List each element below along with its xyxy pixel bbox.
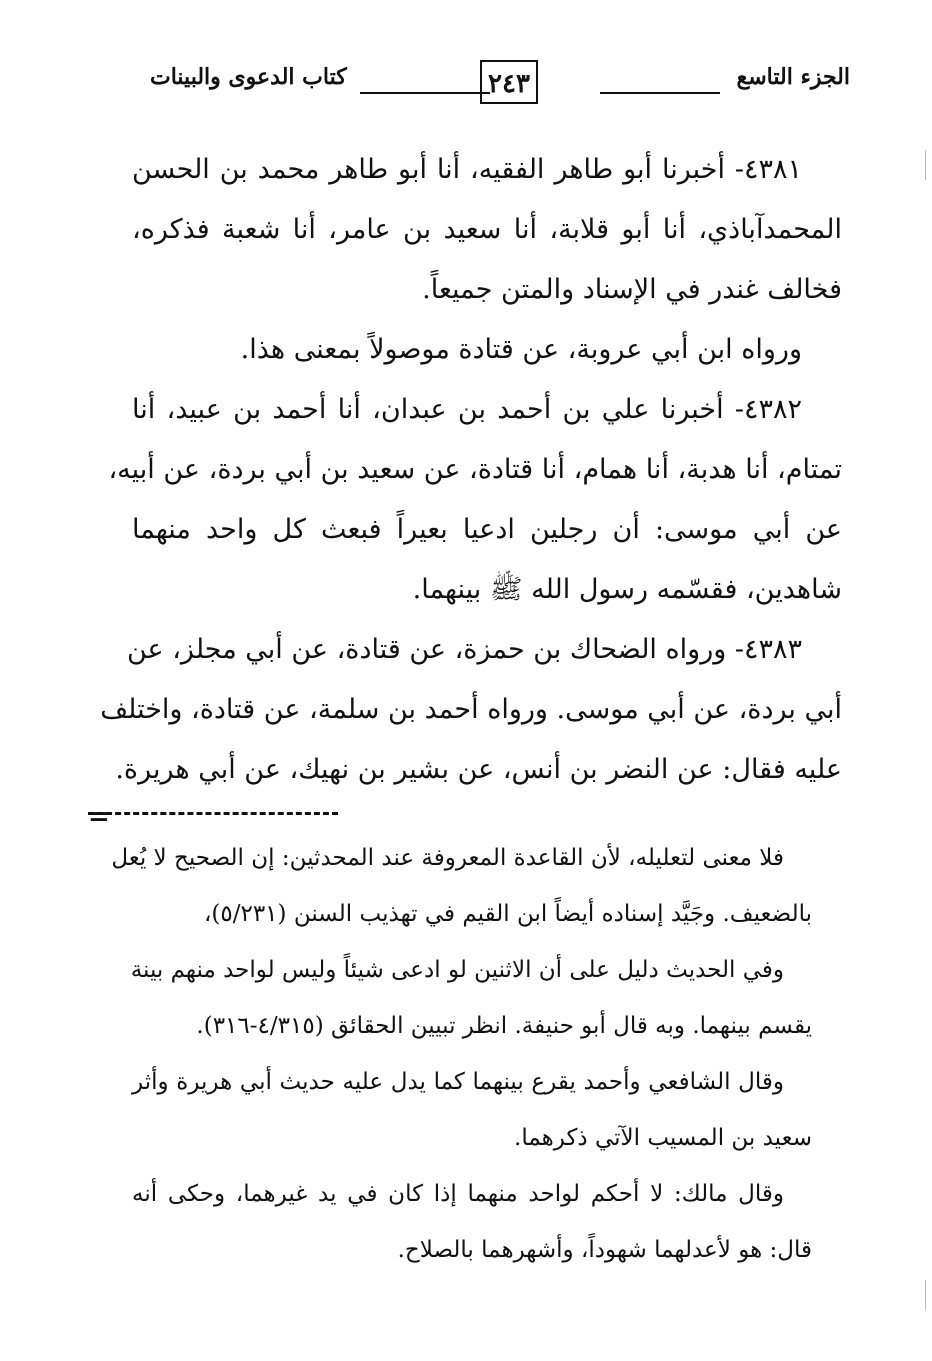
footnote-continuation-marker: = [88, 802, 110, 832]
running-header [140, 60, 850, 110]
header-rule-right [600, 92, 720, 94]
text-line: فخالف غندر في الإسناد والمتن جميعاً. [422, 274, 842, 305]
footnote-separator [88, 812, 338, 815]
text-line: شاهدين، فقسّمه رسول الله ﷺ بينهما. [412, 574, 842, 605]
text-line: ورواه ابن أبي عروبة، عن قتادة موصولاً بمعنى هذا. [240, 334, 802, 365]
text-line: تمتام، أنا هدبة، أنا همام، أنا قتادة، عن سعيد بن أبي بردة، عن أبيه، [108, 454, 842, 485]
book-title: كتاب الدعوى والبينات [150, 64, 347, 90]
footnote-line: سعيد بن المسيب الآتي ذكرهما. [514, 1125, 812, 1151]
volume-label: الجزء التاسع [736, 64, 850, 90]
margin-mark [925, 1280, 926, 1310]
footnote-line: قال: هو لأعدلهما شهوداً، وأشهرهما بالصلاح. [397, 1237, 812, 1263]
footnote-line: فلا معنى لتعليله، لأن القاعدة المعروفة عند المحدثين: إن الصحيح لا يُعل [111, 845, 784, 871]
text-line: عن أبي موسى: أن رجلين ادعيا بعيراً فبعث كل واحد منهما [132, 514, 842, 545]
header-rule-left [360, 92, 490, 94]
page-number: ٢٤٣ [480, 60, 538, 104]
margin-mark [925, 150, 926, 180]
footnote-line: وفي الحديث دليل على أن الاثنين لو ادعى شيئاً وليس لواحد منهم بينة [130, 957, 784, 983]
main-text [100, 140, 842, 800]
footnotes [111, 830, 812, 1278]
text-line: عليه فقال: عن النضر بن أنس، عن بشير بن نهيك، عن أبي هريرة. [115, 754, 842, 785]
text-line: ٤٣٨٣- ورواه الضحاك بن حمزة، عن قتادة، عن أبي مجلز، عن [126, 634, 802, 665]
footnote-line: وقال مالك: لا أحكم لواحد منهما إذا كان في يد غيرهما، وحكى أنه [132, 1181, 784, 1207]
text-line: المحمدآباذي، أنا أبو قلابة، أنا سعيد بن عامر، أنا شعبة فذكره، [132, 214, 842, 245]
footnote-line: وقال الشافعي وأحمد يقرع بينهما كما يدل عليه حديث أبي هريرة وأثر [132, 1069, 784, 1095]
footnote-line: يقسم بينهما. وبه قال أبو حنيفة. انظر تبيين الحقائق (٤/٣١٥-٣١٦). [196, 1013, 812, 1039]
text-line: ٤٣٨٢- أخبرنا علي بن أحمد بن عبدان، أنا أحمد بن عبيد، أنا [132, 394, 802, 425]
text-line: ٤٣٨١- أخبرنا أبو طاهر الفقيه، أنا أبو طاهر محمد بن الحسن [132, 154, 802, 185]
footnote-line: بالضعيف. وجَيَّد إسناده أيضاً ابن القيم في تهذيب السنن (٥/٢٣١)، [203, 901, 812, 927]
text-line: أبي بردة، عن أبي موسى. ورواه أحمد بن سلمة، عن قتادة، واختلف [100, 694, 842, 725]
